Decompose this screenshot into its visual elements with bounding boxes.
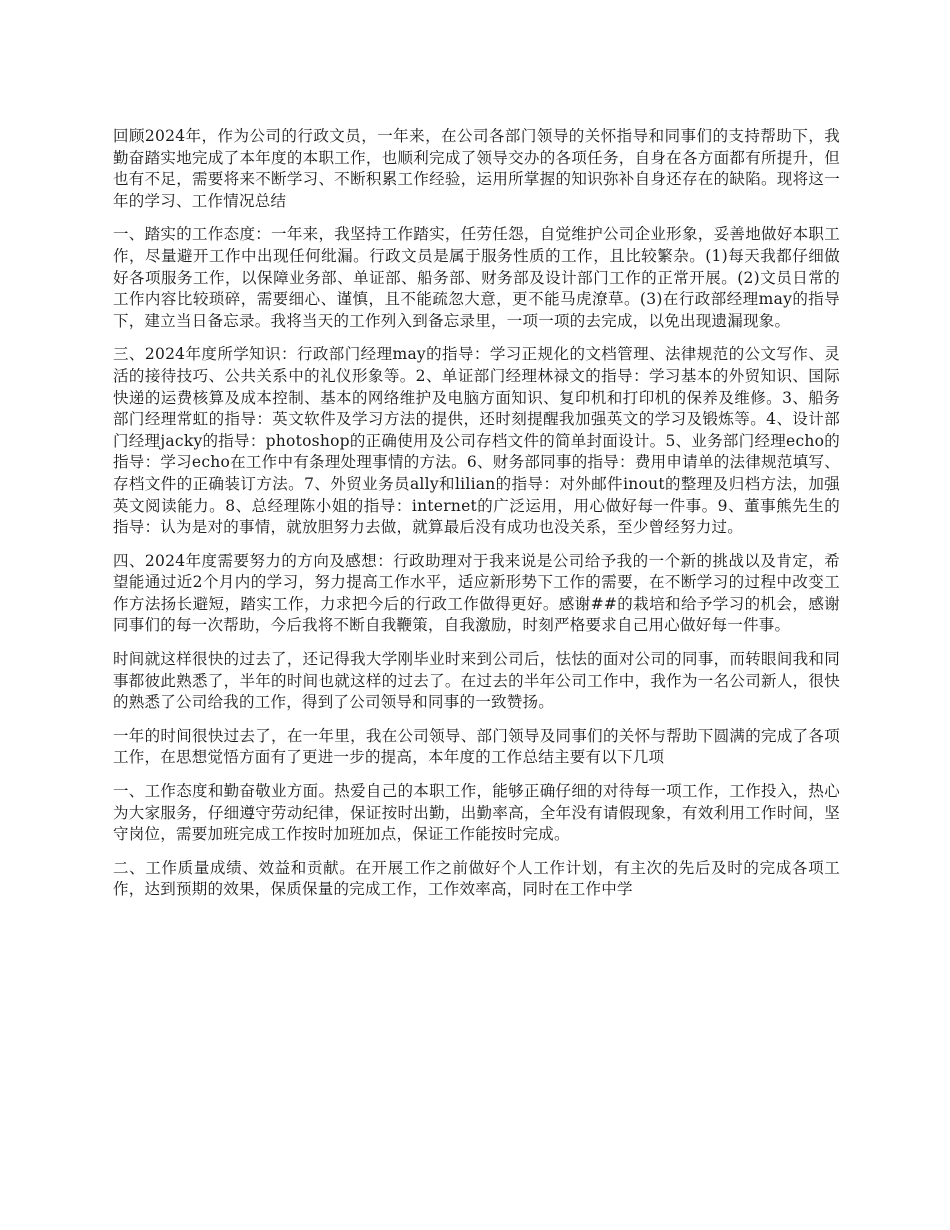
paragraph-knowledge-learned: 三、2024年度所学知识：行政部门经理may的指导：学习正规化的文档管理、法律规范的公文写作、灵活的接待技巧、公共关系中的礼仪形象等。2、单证部门经理林禄文的指导：学习基本的外贸知识、国际快递的运费核算及成本控制、基本的网络维护及电脑方面知识、复印机和打印机的保养及维修。3、船务部门经理常虹的指导：英文软件及学习方法的提供，还时刻提醒我加强英文的学习及锻炼等。4、设计部门经理jacky的指导：photoshop的正确使用及公司存档文件的简单封面设计。5、业务部门经理echo的指导：学习echo在工作中有条理处理事情的方法。6、财务部同事的指导：费用申请单的法律规范填写、存档文件的正确装订方法。7、外贸业务员ally和lilian的指导：对外邮件inout的整理及归档方法，加强英文阅读能力。8、总经理陈小姐的指导：internet的广泛运用，用心做好每一件事。9、董事熊先生的指导：认为是对的事情，就放胆努力去做，就算最后没有成功也没关系，至少曾经努力过。 — [113, 345, 840, 537]
paragraph-work-attitude: 一、踏实的工作态度：一年来，我坚持工作踏实，任劳任怨，自觉维护公司企业形象，妥善地做好本职工作，尽量避开工作中出现任何纰漏。行政文员是属于服务性质的工作，且比较繁杂。(1)每天我都仔细做好各项服务工作，以保障业务部、单证部、船务部、财务部及设计部门工作的正常开展。(2)文员日常的工作内容比较琐碎，需要细心、谨慎，且不能疏忽大意，更不能马虎潦草。(3)在行政部经理may的指导下，建立当日备忘录。我将当天的工作列入到备忘录里，一项一项的去完成，以免出现遗漏现象。 — [113, 225, 840, 330]
paragraph-intro: 回顾2024年，作为公司的行政文员，一年来，在公司各部门领导的关怀指导和同事们的支持帮助下，我勤奋踏实地完成了本年度的本职工作，也顺利完成了领导交办的各项任务，自身在各方面都有所提升，但也有不足，需要将来不断学习、不断积累工作经验，运用所掌握的知识弥补自身还存在的缺陷。现将这一年的学习、工作情况总结 — [113, 127, 840, 210]
paragraph-year-summary: 一年的时间很快过去了，在一年里，我在公司领导、部门领导及同事们的关怀与帮助下圆满的完成了各项工作，在思想觉悟方面有了更进一步的提高，本年度的工作总结主要有以下几项 — [113, 726, 840, 767]
paragraph-quality-results: 二、工作质量成绩、效益和贡献。在开展工作之前做好个人工作计划，有主次的先后及时的完成各项工作，达到预期的效果，保质保量的完成工作，工作效率高，同时在工作中学 — [113, 858, 840, 899]
paragraph-future-direction: 四、2024年度需要努力的方向及感想：行政助理对于我来说是公司给予我的一个新的挑战以及肯定，希望能通过近2个月内的学习，努力提高工作水平，适应新形势下工作的需要，在不断学习的过程中改变工作方法扬长避短，踏实工作，力求把今后的行政工作做得更好。感谢##的栽培和给予学习的机会，感谢同事们的每一次帮助，今后我将不断自我鞭策，自我激励，时刻严格要求自己用心做好每一件事。 — [113, 551, 840, 635]
paragraph-dedication: 一、工作态度和勤奋敬业方面。热爱自己的本职工作，能够正确仔细的对待每一项工作，工作投入，热心为大家服务，仔细遵守劳动纪律，保证按时出勤，出勤率高，全年没有请假现象，有效利用工作时间，坚守岗位，需要加班完成工作按时加班加点，保证工作能按时完成。 — [113, 782, 840, 844]
document-body — [113, 126, 840, 913]
paragraph-time-passed: 时间就这样很快的过去了，还记得我大学刚毕业时来到公司后，怯怯的面对公司的同事，而转眼间我和同事都彼此熟悉了，半年的时间也就这样的过去了。在过去的半年公司工作中，我作为一名公司新人，很快的熟悉了公司给我的工作，得到了公司领导和同事的一致赞扬。 — [113, 650, 840, 712]
